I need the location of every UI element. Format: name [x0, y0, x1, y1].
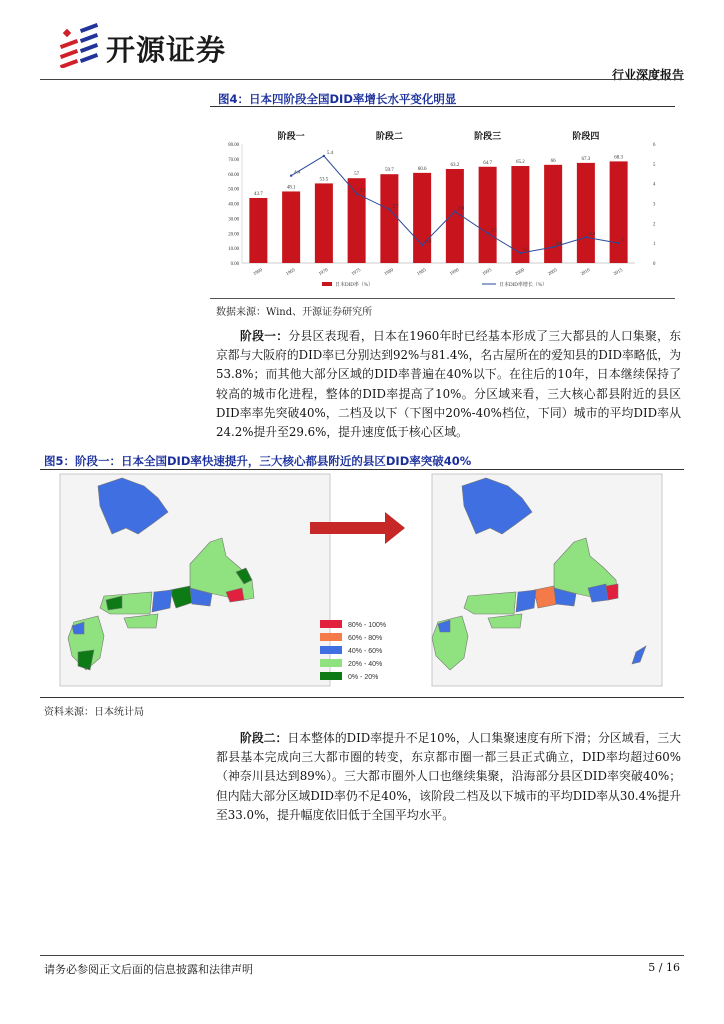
y-right-tick-label: 0 — [653, 262, 656, 267]
figure5-bottom-rule — [40, 697, 684, 698]
legend-swatch — [320, 620, 342, 628]
x-tick-label: 1975 — [350, 268, 362, 278]
report-type-label: 行业深度报告 — [611, 68, 684, 82]
x-tick-label: 1985 — [416, 268, 428, 278]
bar — [610, 161, 628, 263]
stage-label: 阶段二 — [375, 132, 403, 142]
growth-point — [421, 244, 423, 246]
legend-bar-label: 日本DID率（%） — [335, 283, 374, 288]
bar-value-label: 59.7 — [385, 168, 394, 174]
stage-two-paragraph — [216, 729, 681, 825]
growth-value-label: 5.4 — [326, 150, 334, 156]
stage-one-paragraph — [216, 327, 681, 442]
y-left-tick-label: 70.00 — [228, 157, 239, 163]
x-tick-label: 1980 — [383, 268, 395, 278]
growth-point — [519, 252, 521, 254]
growth-point — [290, 175, 292, 177]
bar-value-label: 57 — [354, 172, 360, 178]
x-tick-label: 2010 — [580, 268, 592, 278]
bar-value-label: 66 — [550, 158, 556, 164]
growth-value-label: 0.8 — [556, 242, 563, 248]
bar — [577, 163, 595, 263]
legend-label: 0% - 20% — [348, 674, 379, 681]
bar-value-label: 68.3 — [614, 155, 623, 161]
bar — [315, 183, 333, 263]
growth-value-label: 0.9 — [425, 240, 432, 246]
growth-value-label: 1.5 — [490, 228, 497, 234]
growth-value-label: 0.5 — [523, 248, 530, 254]
bar-value-label: 43.7 — [254, 191, 263, 197]
figure5-title-rule — [40, 469, 684, 470]
figure5-title: 图5：阶段一：日本全国DID率快速提升，三大核心都县附近的县区DID率突破40% — [44, 454, 472, 468]
stage-label: 阶段一 — [277, 132, 305, 142]
legend-swatch — [320, 633, 342, 641]
x-tick-label: 1995 — [481, 268, 493, 278]
bar — [249, 198, 267, 263]
bar-value-label: 63.2 — [450, 162, 460, 168]
stage-one-lead: 阶段一： — [240, 329, 289, 343]
bar — [413, 173, 431, 263]
legend-swatch — [320, 672, 342, 680]
legend-label: 40% - 60% — [348, 648, 383, 655]
growth-point — [486, 232, 488, 234]
bar — [479, 167, 497, 263]
x-tick-label: 2005 — [547, 268, 559, 278]
x-tick-label: 2015 — [612, 268, 624, 278]
y-right-tick-label: 1 — [653, 242, 656, 248]
company-logo-icon — [58, 22, 102, 68]
growth-point — [617, 242, 619, 244]
stage-two-lead: 阶段二： — [240, 731, 288, 745]
legend-swatch — [320, 659, 342, 667]
legend-label: 80% - 100% — [348, 622, 387, 629]
stage-one-text: 分县区表现看，日本在1960年时已经基本形成了三大都县的人口集聚，东京都与大阪府的DID率已分别达到92%与81.4%，名古屋所在的爱知县的DID率略低，为53.8%；而其他大部分区域的DID率普遍在40%以下。在往后的10年，日本继续保持了较高的城市化进程，整体的DID率提高了10%。分区域来看，三大核心都县附近的县区DID率率先突破40%，二档及以下（下图中20%-40%档位，下同）城市的平均DID率从24.2%提升至29.6%，提升速度低于核心区域。 — [216, 329, 681, 440]
x-tick-label: 1965 — [285, 268, 297, 278]
x-tick-label: 1990 — [449, 268, 461, 278]
y-right-tick-label: 3 — [653, 202, 656, 208]
did-map-panel — [40, 472, 684, 694]
footer-divider — [40, 955, 684, 956]
growth-point — [454, 210, 456, 212]
legend-bar-swatch — [322, 282, 332, 286]
y-left-tick-label: 30.00 — [228, 217, 239, 223]
page-number: 5 / 16 — [648, 961, 680, 974]
bar — [282, 191, 300, 263]
y-left-tick-label: 10.00 — [228, 247, 239, 253]
growth-value-label: 2.7 — [392, 204, 399, 210]
y-right-tick-label: 2 — [653, 222, 656, 228]
x-tick-label: 2000 — [514, 268, 526, 278]
y-right-tick-label: 5 — [653, 162, 656, 168]
bar-value-label: 65.2 — [516, 160, 525, 166]
did-rate-chart — [210, 130, 665, 295]
y-left-tick-label: 50.00 — [228, 187, 239, 193]
legend-label: 60% - 80% — [348, 635, 383, 642]
y-right-tick-label: 6 — [653, 143, 656, 148]
y-right-tick-label: 4 — [653, 182, 656, 188]
y-left-tick-label: 40.00 — [228, 202, 239, 208]
growth-value-label: 1 — [621, 238, 625, 244]
legend-line-label: 日本DID率增长（%） — [499, 283, 548, 288]
stage-label: 阶段三 — [474, 132, 502, 142]
header-divider — [40, 79, 684, 80]
x-tick-label: 1960 — [252, 268, 264, 278]
bar-value-label: 67.3 — [581, 156, 591, 162]
company-name: 开源证券 — [106, 33, 227, 67]
stage-label: 阶段四 — [572, 132, 600, 142]
legend-swatch — [320, 646, 342, 654]
bar — [380, 174, 398, 263]
figure4-source: 数据来源：Wind、开源证券研究所 — [216, 307, 373, 318]
y-left-tick-label: 20.00 — [228, 232, 239, 238]
legend-label: 20% - 40% — [348, 661, 383, 668]
growth-value-label: 3.5 — [359, 188, 366, 194]
growth-point — [388, 208, 390, 210]
figure5-source: 资料来源：日本统计局 — [44, 707, 144, 718]
bar-value-label: 48.1 — [286, 185, 296, 191]
growth-point — [323, 155, 325, 157]
footer-disclaimer: 请务必参阅正文后面的信息披露和法律声明 — [44, 963, 253, 976]
growth-value-label: 4.4 — [294, 170, 301, 176]
bar-value-label: 60.6 — [417, 166, 427, 172]
bar-value-label: 53.5 — [319, 177, 329, 183]
x-tick-label: 1970 — [318, 268, 330, 278]
figure4-title-rule — [210, 106, 675, 107]
growth-point — [355, 192, 357, 194]
figure4-bottom-rule — [210, 298, 675, 299]
growth-value-label: 2.6 — [457, 206, 465, 212]
page-header — [40, 18, 684, 82]
growth-point — [585, 236, 587, 238]
stage-two-text: 日本整体的DID率提升不足10%，人口集聚速度有所下滑；分区域看，三大都县基本完成向三大都市圈的转变，东京都市圈一都三县正式确立，DID率均超过60%（神奈川县达到89%）。三大都市圈外人口也继续集聚，沿海部分县区DID率突破40%；但内陆大部分区域DID率仍不足40%，该阶段二档及以下城市的平均DID率从30.4%提升至33.0%，提升幅度依旧低于全国平均水平。 — [216, 731, 681, 822]
growth-point — [552, 246, 554, 248]
y-left-tick-label: 0.00 — [230, 262, 239, 267]
y-left-tick-label: 80.00 — [228, 143, 239, 148]
figure4-title: 图4：日本四阶段全国DID率增长水平变化明显 — [218, 92, 457, 106]
y-left-tick-label: 60.00 — [228, 172, 239, 178]
growth-value-label: 1.3 — [588, 232, 596, 238]
bar-value-label: 64.7 — [483, 160, 492, 166]
